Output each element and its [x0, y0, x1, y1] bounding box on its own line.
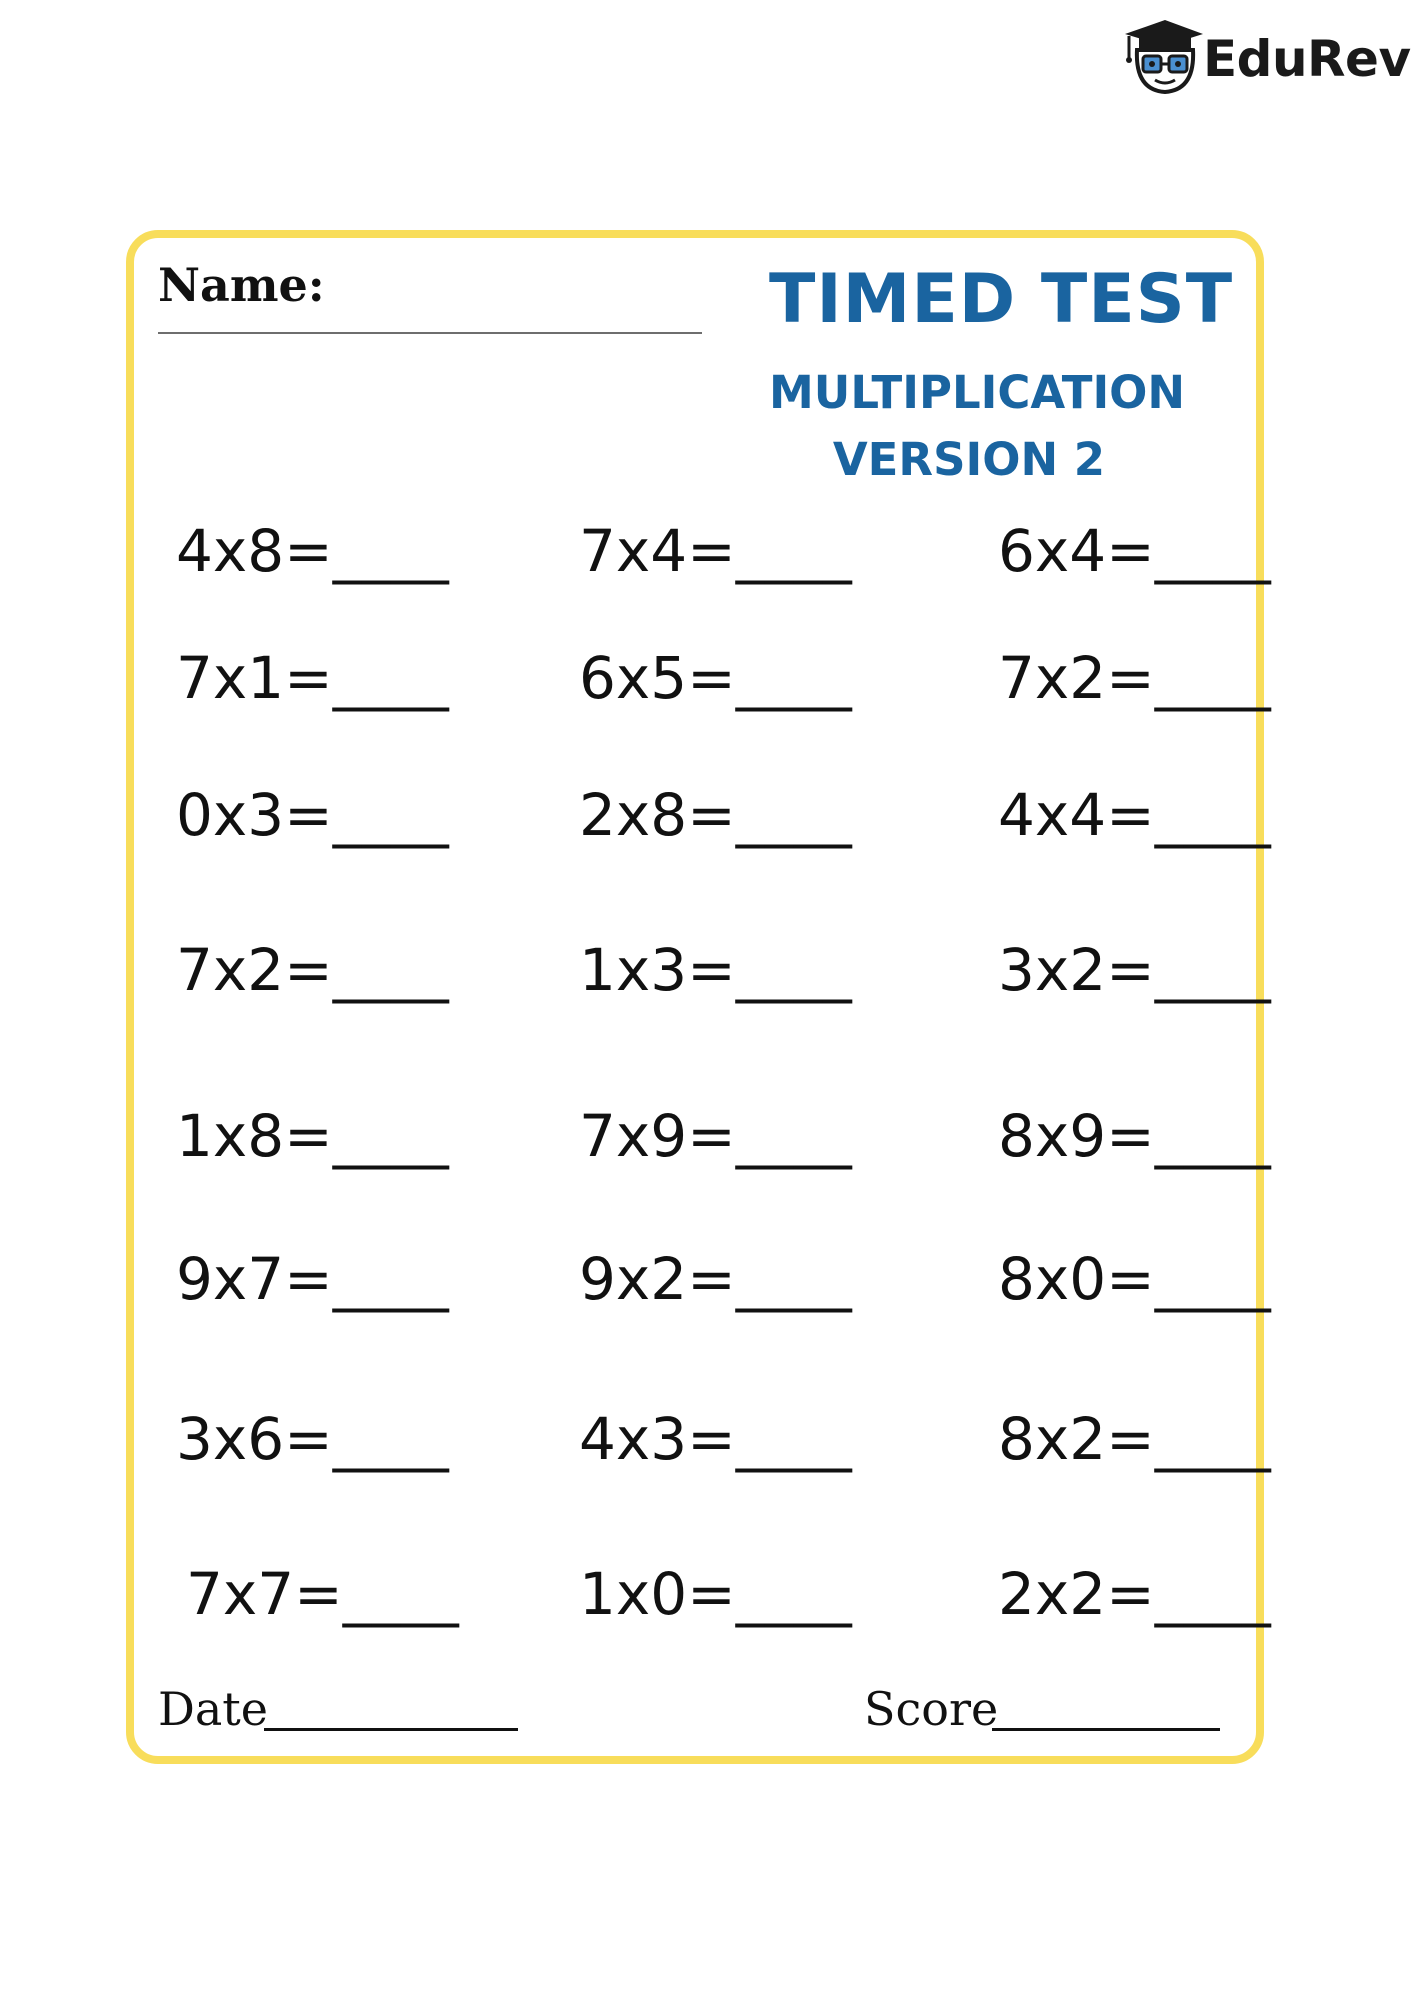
problem-item[interactable]: 7x1=____ [176, 644, 449, 712]
score-label: Score [864, 1682, 999, 1736]
score-input-line[interactable] [992, 1728, 1220, 1731]
worksheet-title: TIMED TEST [769, 260, 1234, 339]
brand-name: EduRev [1203, 30, 1411, 88]
problem-item[interactable]: 6x4=____ [998, 517, 1271, 585]
worksheet-card [126, 230, 1271, 1764]
problem-item[interactable]: 7x2=____ [998, 644, 1271, 712]
name-input-line[interactable] [158, 332, 702, 334]
problem-item[interactable]: 0x3=____ [176, 781, 449, 849]
problem-item[interactable]: 9x7=____ [176, 1245, 449, 1313]
problem-item[interactable]: 2x8=____ [579, 781, 852, 849]
brand-logo [1105, 0, 1414, 110]
problem-item[interactable]: 7x2=____ [176, 936, 449, 1004]
problem-item[interactable]: 4x3=____ [579, 1405, 852, 1473]
name-label: Name: [158, 258, 325, 312]
problem-item[interactable]: 7x9=____ [579, 1102, 852, 1170]
problem-item[interactable]: 1x3=____ [579, 936, 852, 1004]
problem-item[interactable]: 7x4=____ [579, 517, 852, 585]
problem-item[interactable]: 2x2=____ [998, 1560, 1271, 1628]
date-input-line[interactable] [264, 1728, 518, 1731]
problem-item[interactable]: 4x4=____ [998, 781, 1271, 849]
worksheet-version: VERSION 2 [832, 433, 1106, 486]
problem-item[interactable]: 7x7=____ [186, 1560, 459, 1628]
problem-item[interactable]: 6x5=____ [579, 644, 852, 712]
problem-item[interactable]: 4x8=____ [176, 517, 449, 585]
problem-item[interactable]: 8x0=____ [998, 1245, 1271, 1313]
problem-item[interactable]: 8x2=____ [998, 1405, 1271, 1473]
graduation-cap-mascot-icon [1115, 12, 1205, 96]
problem-item[interactable]: 8x9=____ [998, 1102, 1271, 1170]
problem-item[interactable]: 1x8=____ [176, 1102, 449, 1170]
problem-item[interactable]: 3x6=____ [176, 1405, 449, 1473]
problem-item[interactable]: 9x2=____ [579, 1245, 852, 1313]
problem-item[interactable]: 1x0=____ [579, 1560, 852, 1628]
worksheet-subtitle: MULTIPLICATION [769, 366, 1186, 419]
problem-item[interactable]: 3x2=____ [998, 936, 1271, 1004]
date-label: Date [158, 1682, 269, 1736]
